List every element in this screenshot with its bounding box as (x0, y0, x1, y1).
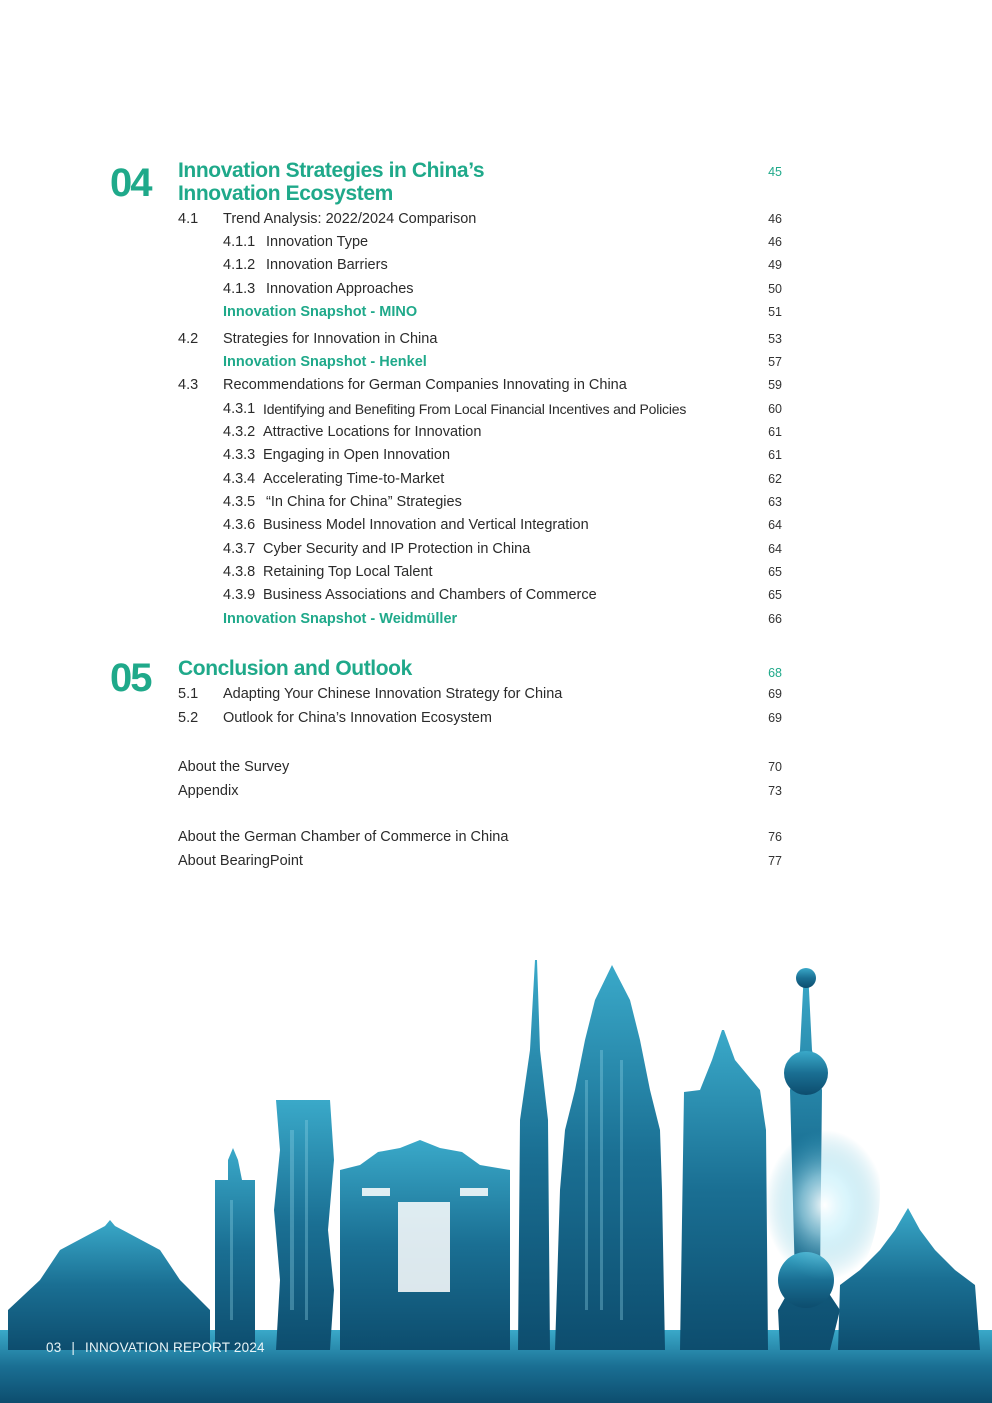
entry-number: 4.3.6 (223, 517, 256, 533)
entry-page: 73 (768, 784, 782, 798)
entry-page: 69 (768, 687, 782, 701)
snapshot-label: Innovation Snapshot - Weidmüller (223, 611, 458, 627)
entry-label: Identifying and Benefiting From Local Financial Incentives and Policies (263, 401, 687, 417)
entry-number: 4.1 (178, 211, 199, 227)
entry-page: 64 (768, 542, 782, 556)
entry-page: 76 (768, 830, 782, 844)
toc-entry-4-3-2[interactable] (178, 422, 782, 442)
entry-page: 62 (768, 472, 782, 486)
toc-entry-4-3-6[interactable] (178, 515, 782, 535)
entry-number: 4.3 (178, 377, 199, 393)
entry-page: 46 (768, 235, 782, 249)
chapter-title-line1: Innovation Strategies in China’s (178, 159, 485, 182)
footer (46, 1340, 265, 1355)
entry-page: 65 (768, 565, 782, 579)
toc-entry-4-1[interactable] (178, 209, 782, 229)
toc-appendix[interactable] (178, 781, 782, 801)
entry-label: Adapting Your Chinese Innovation Strategy for China (223, 686, 563, 702)
toc-snapshot-mino[interactable] (178, 302, 782, 322)
entry-label: Appendix (178, 783, 239, 799)
entry-number: 4.1.1 (223, 234, 256, 250)
toc-entry-4-3-4[interactable] (178, 469, 782, 489)
entry-page: 77 (768, 854, 782, 868)
chapter-title-04[interactable] (178, 159, 484, 205)
toc-entry-5-1[interactable] (178, 684, 782, 704)
chapter-page-05[interactable]: 68 (768, 666, 782, 680)
entry-number: 4.3.3 (223, 447, 256, 463)
entry-page: 57 (768, 355, 782, 369)
snapshot-label: Innovation Snapshot - MINO (223, 304, 418, 320)
entry-number: 4.3.5 (223, 494, 256, 510)
entry-number: 4.3.9 (223, 587, 256, 603)
entry-page: 51 (768, 305, 782, 319)
entry-label: About BearingPoint (178, 853, 303, 869)
entry-page: 61 (768, 448, 782, 462)
entry-label: Business Associations and Chambers of Commerce (263, 587, 597, 603)
entry-page: 70 (768, 760, 782, 774)
entry-label: Cyber Security and IP Protection in China (263, 541, 531, 557)
entry-label: Accelerating Time-to-Market (263, 471, 445, 487)
toc-entry-5-2[interactable] (178, 708, 782, 728)
city-skyline-image (0, 930, 992, 1403)
entry-number: 5.1 (178, 686, 199, 702)
entry-label: Outlook for China’s Innovation Ecosystem (223, 710, 492, 726)
toc-entry-4-1-3[interactable] (178, 279, 782, 299)
footer-page-number: 03 (46, 1340, 62, 1355)
entry-label: “In China for China” Strategies (266, 494, 462, 510)
toc-snapshot-weidmuller[interactable] (178, 609, 782, 629)
entry-number: 4.3.8 (223, 564, 256, 580)
chapter-title-05[interactable]: Conclusion and Outlook (178, 657, 412, 680)
entry-number: 4.2 (178, 331, 199, 347)
chapter-page-04[interactable]: 45 (768, 165, 782, 179)
entry-page: 66 (768, 612, 782, 626)
toc-entry-4-3-1[interactable] (178, 399, 782, 419)
toc-about-survey[interactable] (178, 757, 782, 777)
entry-label: Retaining Top Local Talent (263, 564, 433, 580)
entry-label: Innovation Type (266, 234, 369, 250)
entry-page: 49 (768, 258, 782, 272)
entry-page: 63 (768, 495, 782, 509)
toc-about-chamber[interactable] (178, 827, 782, 847)
entry-number: 4.1.2 (223, 257, 256, 273)
footer-separator: | (71, 1340, 76, 1355)
entry-number: 4.3.4 (223, 471, 256, 487)
entry-label: Strategies for Innovation in China (223, 331, 438, 347)
entry-number: 4.1.3 (223, 281, 256, 297)
entry-label: Innovation Approaches (266, 281, 414, 297)
toc-entry-4-3-8[interactable] (178, 562, 782, 582)
entry-page: 53 (768, 332, 782, 346)
snapshot-label: Innovation Snapshot - Henkel (223, 354, 427, 370)
entry-number: 4.3.2 (223, 424, 256, 440)
toc-about-bearingpoint[interactable] (178, 851, 782, 871)
toc-entry-4-3-7[interactable] (178, 539, 782, 559)
chapter-title-line2: Innovation Ecosystem (178, 182, 393, 205)
toc-entry-4-3-5[interactable] (178, 492, 782, 512)
entry-page: 64 (768, 518, 782, 532)
entry-page: 50 (768, 282, 782, 296)
entry-label: Recommendations for German Companies Innovating in China (223, 377, 627, 393)
entry-page: 59 (768, 378, 782, 392)
chapter-number-04: 04 (110, 161, 151, 205)
toc-entry-4-2[interactable] (178, 329, 782, 349)
toc-entry-4-1-2[interactable] (178, 255, 782, 275)
entry-page: 60 (768, 402, 782, 416)
entry-label: Engaging in Open Innovation (263, 447, 451, 463)
chapter-number-05: 05 (110, 656, 151, 700)
entry-label: Attractive Locations for Innovation (263, 424, 482, 440)
entry-page: 69 (768, 711, 782, 725)
footer-report-title: INNOVATION REPORT 2024 (85, 1340, 265, 1355)
toc-entry-4-3-9[interactable] (178, 585, 782, 605)
toc-entry-4-1-1[interactable] (178, 232, 782, 252)
entry-label: Innovation Barriers (266, 257, 388, 273)
entry-number: 4.3.1 (223, 401, 256, 417)
entry-label: About the German Chamber of Commerce in China (178, 829, 509, 845)
entry-number: 4.3.7 (223, 541, 256, 557)
entry-label: About the Survey (178, 759, 290, 775)
toc-entry-4-3[interactable] (178, 375, 782, 395)
entry-page: 46 (768, 212, 782, 226)
toc-snapshot-henkel[interactable] (178, 352, 782, 372)
entry-page: 61 (768, 425, 782, 439)
entry-label: Business Model Innovation and Vertical Integration (263, 517, 589, 533)
entry-label: Trend Analysis: 2022/2024 Comparison (223, 211, 477, 227)
toc-entry-4-3-3[interactable] (178, 445, 782, 465)
entry-page: 65 (768, 588, 782, 602)
entry-number: 5.2 (178, 710, 199, 726)
